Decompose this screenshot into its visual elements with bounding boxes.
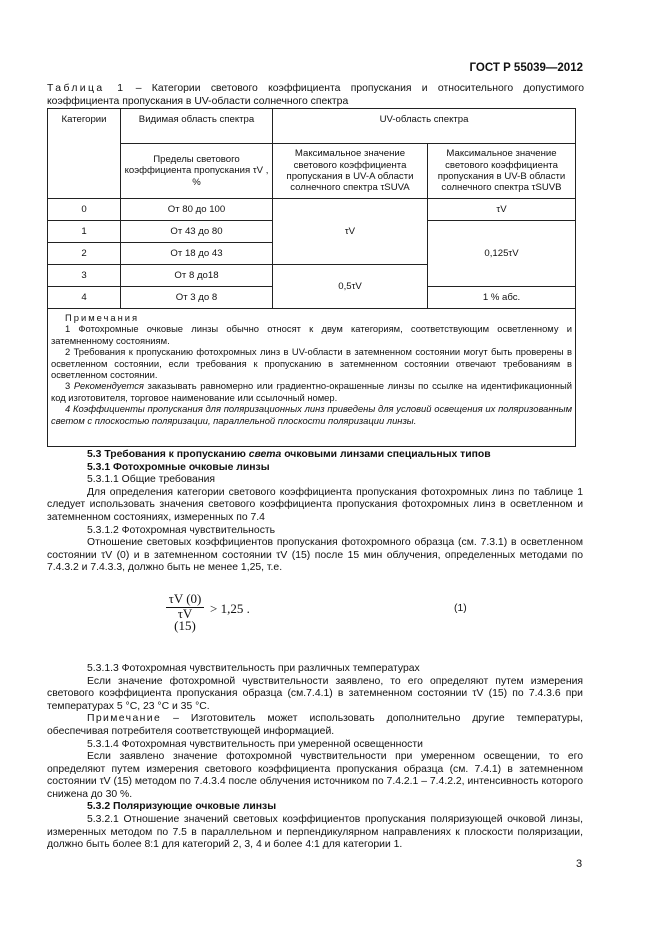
table-cell-category: 3 [48,265,121,287]
table-label: Таблица 1 [47,83,126,94]
formula-fraction [166,593,204,633]
section-5-3-1-4: 5.3.1.4 Фотохромная чувствительность при умеренной освещенности [87,738,423,750]
table-notes [48,309,576,447]
body-text [47,449,583,852]
page-number: 3 [576,858,583,870]
section-5-3-b: света [248,449,282,460]
table-caption-text: – Категории светового коэффициента пропускания и относительного допустимого коэффициента пропускания в UV-области солнечного спектра [47,83,584,107]
notes-title: Примечания [65,312,140,323]
table-cell-uvb: τV [428,199,576,221]
table-cell-category: 0 [48,199,121,221]
categories-table [47,108,576,447]
note-3-number: 3 [65,380,74,392]
formula-number: (1) [454,603,467,614]
table-cell-uvb: 1 % абс. [428,287,576,309]
table-cell-uva: 0,5τV [273,265,428,309]
note-label: Примечание [87,713,162,725]
note-2: 2 Требования к пропусканию фотохромных линз в UV-области в затемненном состоянии могут быть проверены в осветленном состоянии, если требования к пропусканию в затемненном состоянии отвечают требованиям в осветленном состоянии. [51,346,573,381]
formula-1 [166,593,466,633]
table-cell-range: От 8 до18 [121,265,273,287]
section-5-3-2: 5.3.2 Поляризующие очковые линзы [87,801,277,813]
header-limits: Пределы светового коэффициента пропускания τV , % [121,144,273,199]
note-3-emph: Рекомендуется [73,380,144,392]
paragraph-2: Отношение световых коэффициентов пропускания фотохромного образца (см. 7.3.1) в осветленном состоянии τV (0) и в затемненном состоянии τV (15) после 15 мин облучения, определенных методами по 7.4.3.2 и 7.4.3.3, должно быть не менее 1,25, т.е. [47,537,583,574]
table-cell-range: От 43 до 80 [121,221,273,243]
table-caption [47,83,584,108]
table-cell-category: 2 [48,243,121,265]
paragraph-4 [47,713,583,738]
section-5-3-1: 5.3.1 Фотохромные очковые линзы [87,461,270,473]
section-5-3 [87,449,583,462]
table-cell-uvb: 0,125τV [428,221,576,287]
table-cell-uva: τV [273,199,428,265]
header-visible: Видимая область спектра [121,109,273,144]
formula-numerator: τV (0) [166,593,204,608]
formula-denominator: τV (15) [174,605,196,634]
table-cell-range: От 18 до 43 [121,243,273,265]
section-5-3-c: очковыми линзами специальных типов [281,449,491,460]
standard-code: ГОСТ Р 55039—2012 [469,62,583,74]
paragraph-6: 5.3.2.1 Отношение значений световых коэффициентов пропускания поляризующей очковой линзы, измеренных методом по 7.5 в параллельном и перпендикулярном направлениях к плоскости поляризации, должно быть более 8:1 для категорий 2, 3, 4 и более 4:1 для категории 1. [47,814,583,851]
paragraph-3: Если значение фотохромной чувствительности заявлено, то его определяют путем измерения светового коэффициента пропускания образца (см.7.4.1) в затемненном состоянии τV (15) по 7.4.3.6 при температурах 5 °C, 23 °C и 35 °C. [47,675,583,712]
table-cell-range: От 80 до 100 [121,199,273,221]
header-uvb: Максимальное значение светового коэффициента пропускания в UV-B области солнечного спектра τSUVB [428,144,576,199]
note-text: – Изготовитель может использовать дополнительно другие температуры, обеспечивая потребителя соответствующей информацией. [47,713,583,737]
header-uva: Максимальное значение светового коэффициента пропускания в UV-A области солнечного спектра τSUVA [273,144,428,199]
paragraph-5: Если заявлено значение фотохромной чувствительности при умеренном освещении, то его определяют путем измерения светового коэффициента пропускания образца (см. 7.4.1) в затемненном состоянии τV (15) методом по 7.4.3.4 после облучения источником по 7.4.2.1 – 7.4.2.2, интенсивность которого снижена до 30 %. [47,751,583,800]
note-1: 1 Фотохромные очковые линзы обычно относят к двум категориям, соответствующим осветленному и затемненному состояниям. [51,323,573,346]
header-categories: Категории [48,109,121,199]
paragraph-1: Для определения категории светового коэффициента пропускания фотохромных линз по таблице 1 следует использовать значения светового коэффициента пропускания фотохромных линз в осветленном и затемненном состояниях, измеренных по 7.4 [47,486,583,523]
table-cell-category: 4 [48,287,121,309]
formula-rhs: > 1,25 . [210,601,250,616]
section-5-3-1-1: 5.3.1.1 Общие требования [87,474,215,486]
note-4: 4 Коэффициенты пропускания для поляризационных линз приведены для условий освещения их поляризованным светом с плоскостью поляризации, параллельной плоскости поляризации линзы. [51,403,573,426]
section-5-3-1-3: 5.3.1.3 Фотохромная чувствительность при различных температурах [87,662,420,674]
section-5-3-1-2: 5.3.1.2 Фотохромная чувствительность [87,524,276,536]
table-cell-category: 1 [48,221,121,243]
table-cell-range: От 3 до 8 [121,287,273,309]
note-3-text: заказывать равномерно или градиентно-окрашенные линзы по ссылке на идентификационный код изготовителя, торговое наименование или ссылочный номер. [51,380,573,403]
note-3 [51,380,572,403]
header-uv: UV-область спектра [273,109,576,144]
section-5-3-a: 5.3 Требования к пропусканию [87,449,249,460]
